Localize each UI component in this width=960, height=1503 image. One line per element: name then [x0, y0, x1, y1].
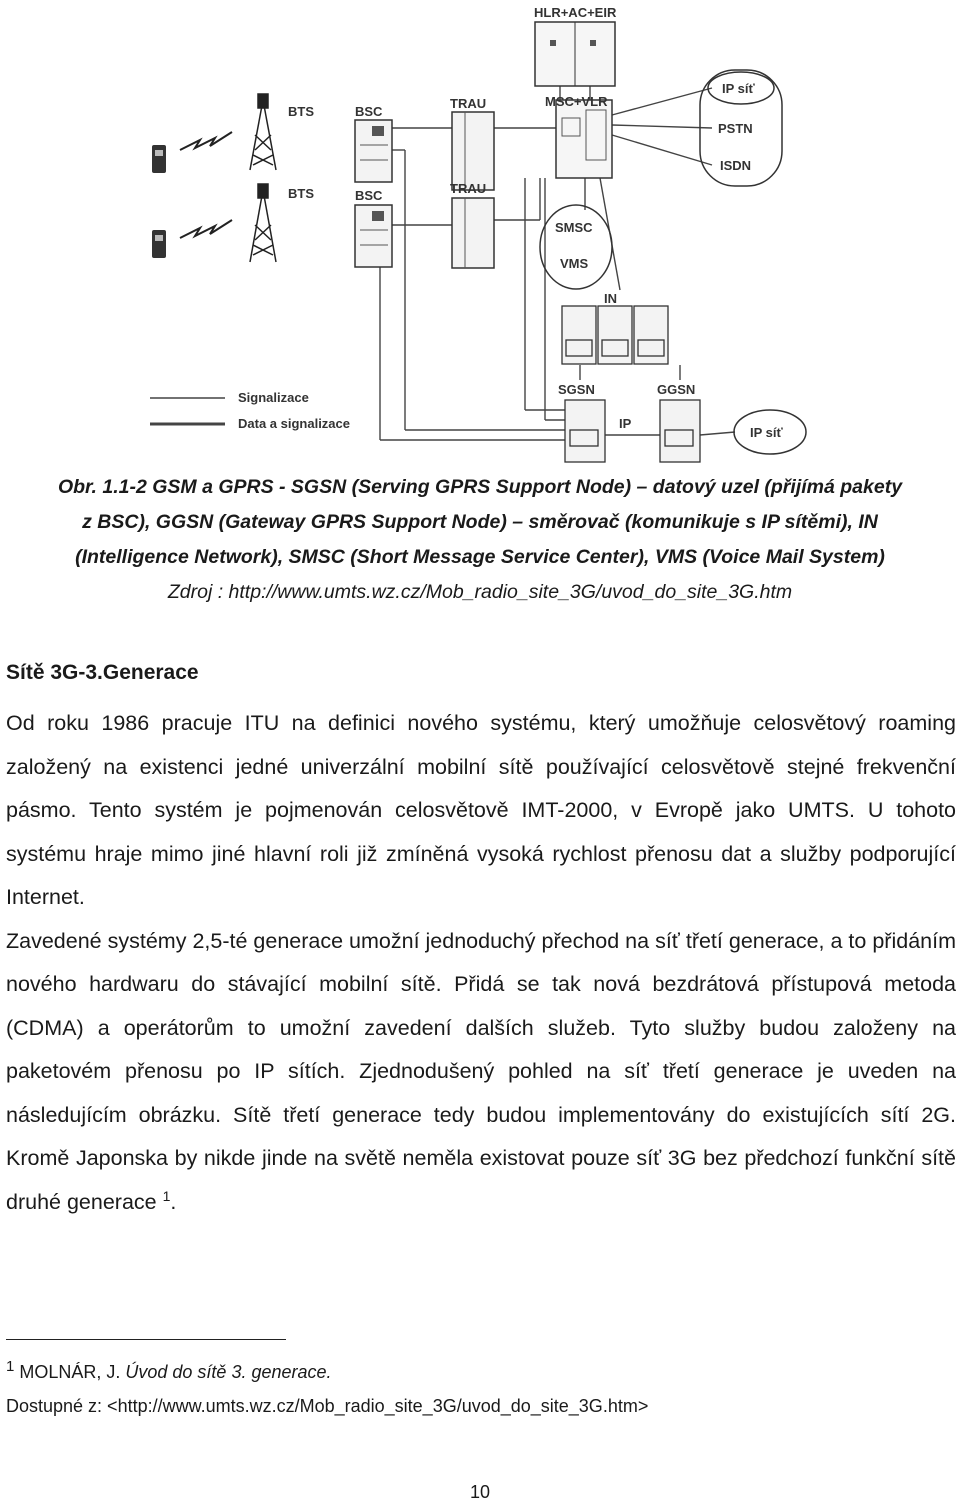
msc-cabinet — [556, 100, 612, 178]
caption-line-1: Obr. 1.1-2 GSM a GPRS - SGSN (Serving GPRS Support Node) – datový uzel (přijímá pakety — [57, 476, 903, 498]
ip-link-label: IP — [619, 416, 632, 431]
bsc-cabinet-1 — [355, 120, 392, 182]
sgsn-server — [565, 400, 605, 462]
bts-tower-2 — [250, 184, 276, 262]
figure-caption — [18, 470, 942, 610]
footnote-reference[interactable]: 1 — [162, 1187, 171, 1204]
ip-network-bottom-label: IP síť — [750, 425, 783, 440]
paragraph-2 — [6, 920, 956, 1225]
caption-line-2: z BSC), GGSN (Gateway GPRS Support Node) – směrovač (komunikuje s IP sítěmi), IN — [82, 511, 878, 533]
legend-data-signaling: Data a signalizace — [238, 416, 350, 431]
msc-label: MSC+VLR — [545, 94, 608, 109]
ip-network-top-label: IP síť — [722, 81, 755, 96]
footnote-divider — [6, 1339, 286, 1340]
isdn-label: ISDN — [720, 158, 752, 173]
hlr-cabinet — [535, 22, 615, 86]
radio-link-icons — [180, 132, 232, 238]
bsc-label-2: BSC — [355, 188, 383, 203]
bts-label-2: BTS — [288, 186, 314, 201]
mobile-phone-icon — [152, 230, 166, 258]
in-server-rack — [562, 306, 668, 364]
hlr-label: HLR+AC+EIR — [534, 5, 617, 20]
paragraph-2-end: . — [170, 1189, 177, 1214]
paragraph-1: Od roku 1986 pracuje ITU na definici nového systému, který umožňuje celosvětový roaming založený na existenci jedné univerzální mobilní sítě používající celosvětově stejné frekvenční pásmo. Tento systém je pojmenován celosvětově IMT-2000, v Evropě jako UMTS. U tohoto systému hraje mimo jiné hlavní roli již zmíněná vysoká rychlost přenosu dat a služby podporující Internet. — [6, 711, 956, 909]
trau-label-1: TRAU — [450, 96, 487, 111]
caption-source: Zdroj : http://www.umts.wz.cz/Mob_radio_site_3G/uvod_do_site_3G.htm — [167, 581, 793, 603]
bsc-label-1: BSC — [355, 104, 383, 119]
section-heading: Sítě 3G-3.Generace — [6, 661, 199, 684]
body-text — [6, 702, 956, 1224]
pstn-label: PSTN — [718, 121, 753, 136]
smsc-label: SMSC — [555, 220, 593, 235]
footnote-available[interactable]: Dostupné z: <http://www.umts.wz.cz/Mob_radio_site_3G/uvod_do_site_3G.htm> — [6, 1396, 649, 1416]
caption-line-3: (Intelligence Network), SMSC (Short Message Service Center), VMS (Voice Mail System) — [75, 546, 885, 568]
page-number: 10 — [469, 1482, 491, 1502]
trau-label-2: TRAU — [450, 181, 487, 196]
bsc-cabinet-2 — [355, 205, 392, 267]
bts-tower-1 — [250, 94, 276, 170]
footnote-mark: 1 — [6, 1358, 15, 1375]
footnote-title: Úvod do sítě 3. generace. — [125, 1362, 332, 1382]
footnote-citation — [6, 1358, 332, 1383]
paragraph-2-text: Zavedené systémy 2,5-té generace umožní jednoduchý přechod na síť třetí generace, a to přidáním nového hardwaru do stávající mobilní sítě. Přidá se tak nová bezdrátová přístupová metoda (CDMA) a operátorům to umožní zavedení dalších služeb. Tyto služby budou založeny na paketovém přenosu po IP sítích. Zjednodušený pohled na síť třetí generace je uveden na následujícím obrázku. Sítě třetí generace tedy budou implementovány do existujících sítí 2G. Kromě Japonska by nikde jinde na světě neměla existovat pouze síť 3G bez předchozí funkční sítě druhé generace — [6, 928, 956, 1214]
smsc-vms-node — [540, 205, 612, 289]
ggsn-server — [660, 400, 700, 462]
vms-label: VMS — [560, 256, 589, 271]
in-label: IN — [604, 291, 617, 306]
legend-signaling: Signalizace — [238, 390, 309, 405]
connection-lines — [150, 85, 735, 440]
trau-cabinet-1 — [452, 112, 494, 190]
ggsn-label: GGSN — [657, 382, 696, 397]
footnote-author: MOLNÁR, J. — [19, 1362, 121, 1382]
sgsn-label: SGSN — [558, 382, 595, 397]
bts-label-1: BTS — [288, 104, 314, 119]
mobile-phone-icon — [152, 145, 166, 173]
trau-cabinet-2 — [452, 198, 494, 268]
gsm-gprs-network-diagram — [0, 0, 960, 470]
